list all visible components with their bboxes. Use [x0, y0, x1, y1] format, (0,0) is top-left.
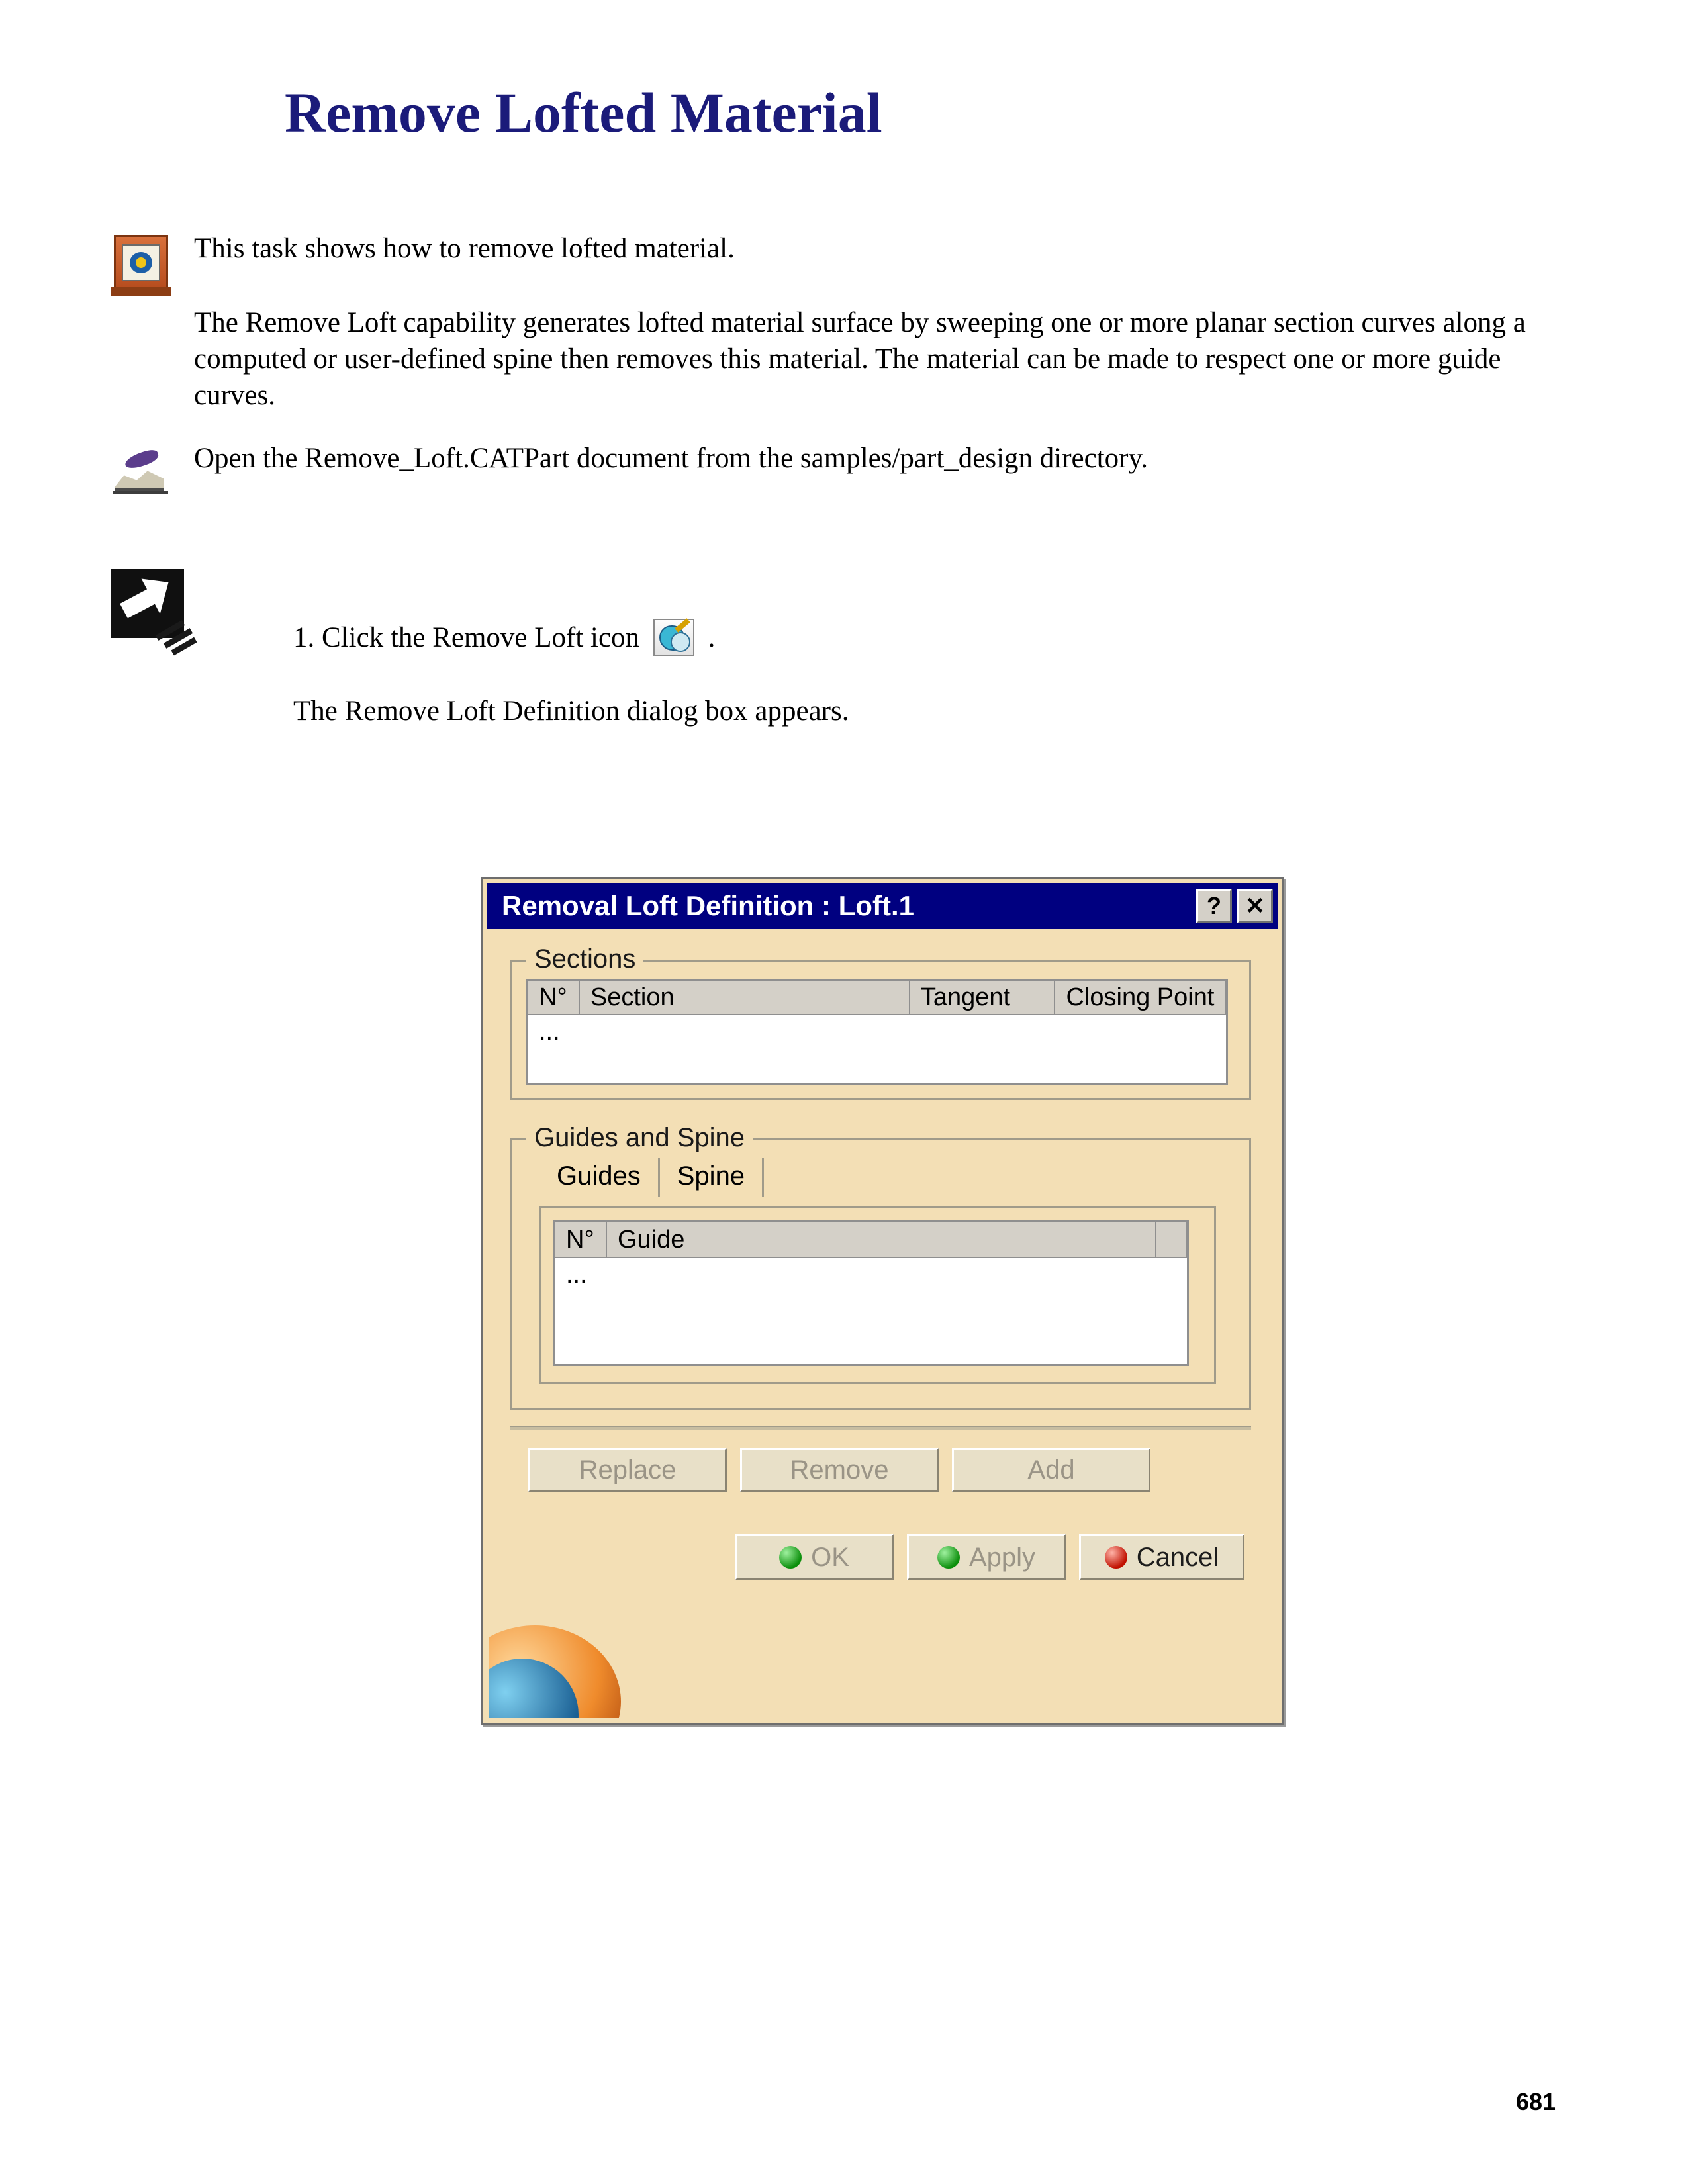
- cancel-button[interactable]: [1079, 1534, 1244, 1580]
- ok-button[interactable]: [735, 1534, 894, 1580]
- add-button[interactable]: Add: [952, 1448, 1150, 1492]
- intro-paragraph: This task shows how to remove lofted material.: [194, 233, 735, 264]
- page-number: 681: [1516, 2088, 1556, 2115]
- column-header-guide-number: N°: [555, 1222, 607, 1257]
- cancel-button-label: Cancel: [1136, 1542, 1219, 1572]
- page-title: Remove Lofted Material: [285, 81, 882, 144]
- removal-loft-definition-dialog: [481, 877, 1284, 1725]
- steps-icon: [111, 569, 196, 650]
- column-header-guide: Guide: [607, 1222, 1156, 1257]
- green-bullet-icon: [937, 1546, 960, 1569]
- column-header-closing-point: Closing Point: [1055, 981, 1226, 1014]
- open-document-icon: [111, 450, 171, 498]
- target-icon: [114, 235, 168, 296]
- guides-and-spine-group: [510, 1123, 1251, 1410]
- dialog-titlebar: [487, 883, 1278, 929]
- sections-group: [510, 944, 1251, 1100]
- open-document-paragraph: Open the Remove_Loft.CATPart document from the samples/part_design directory.: [194, 443, 1148, 474]
- description-paragraph: The Remove Loft capability generates lofted material surface by sweeping one or more planar section curves along a computed or user-defined spine then removes this material. The material can be made to respect one or more guide curves.: [194, 307, 1526, 412]
- close-icon[interactable]: ✕: [1237, 889, 1273, 923]
- table-row[interactable]: ...: [539, 1018, 560, 1046]
- apply-button-label: Apply: [968, 1542, 1036, 1572]
- sections-group-label: Sections: [526, 944, 643, 974]
- step-1-result: The Remove Loft Definition dialog box appears.: [293, 696, 849, 727]
- apply-button[interactable]: [907, 1534, 1066, 1580]
- column-header-number: N°: [528, 981, 580, 1014]
- column-header-spacer: [1156, 1222, 1187, 1257]
- table-row[interactable]: ...: [566, 1261, 587, 1289]
- guides-spine-tabs: [539, 1158, 764, 1197]
- step-1-text: 1. Click the Remove Loft icon: [293, 622, 640, 653]
- guides-table-header: [555, 1222, 1187, 1258]
- step-1: [293, 619, 1220, 656]
- tab-spine[interactable]: Spine: [660, 1158, 764, 1197]
- remove-loft-toolbar-icon[interactable]: [653, 619, 694, 656]
- green-bullet-icon: [779, 1546, 802, 1569]
- sections-table-header: [528, 981, 1226, 1015]
- tab-guides[interactable]: Guides: [539, 1158, 660, 1197]
- ok-button-label: OK: [811, 1542, 849, 1572]
- guides-tab-panel: [539, 1206, 1216, 1384]
- guides-table[interactable]: [553, 1220, 1189, 1366]
- red-bullet-icon: [1105, 1546, 1127, 1569]
- dialog-title: Removal Loft Definition : Loft.1: [502, 890, 914, 921]
- decorative-earth-graphic: [489, 1625, 621, 1718]
- replace-button[interactable]: Replace: [528, 1448, 727, 1492]
- column-header-tangent: Tangent: [910, 981, 1056, 1014]
- divider: [510, 1426, 1251, 1430]
- step-1-period: .: [708, 622, 716, 653]
- column-header-section: Section: [580, 981, 910, 1014]
- guides-and-spine-group-label: Guides and Spine: [526, 1123, 753, 1153]
- help-icon[interactable]: ?: [1196, 889, 1232, 923]
- remove-button[interactable]: Remove: [740, 1448, 939, 1492]
- sections-table[interactable]: [526, 979, 1228, 1085]
